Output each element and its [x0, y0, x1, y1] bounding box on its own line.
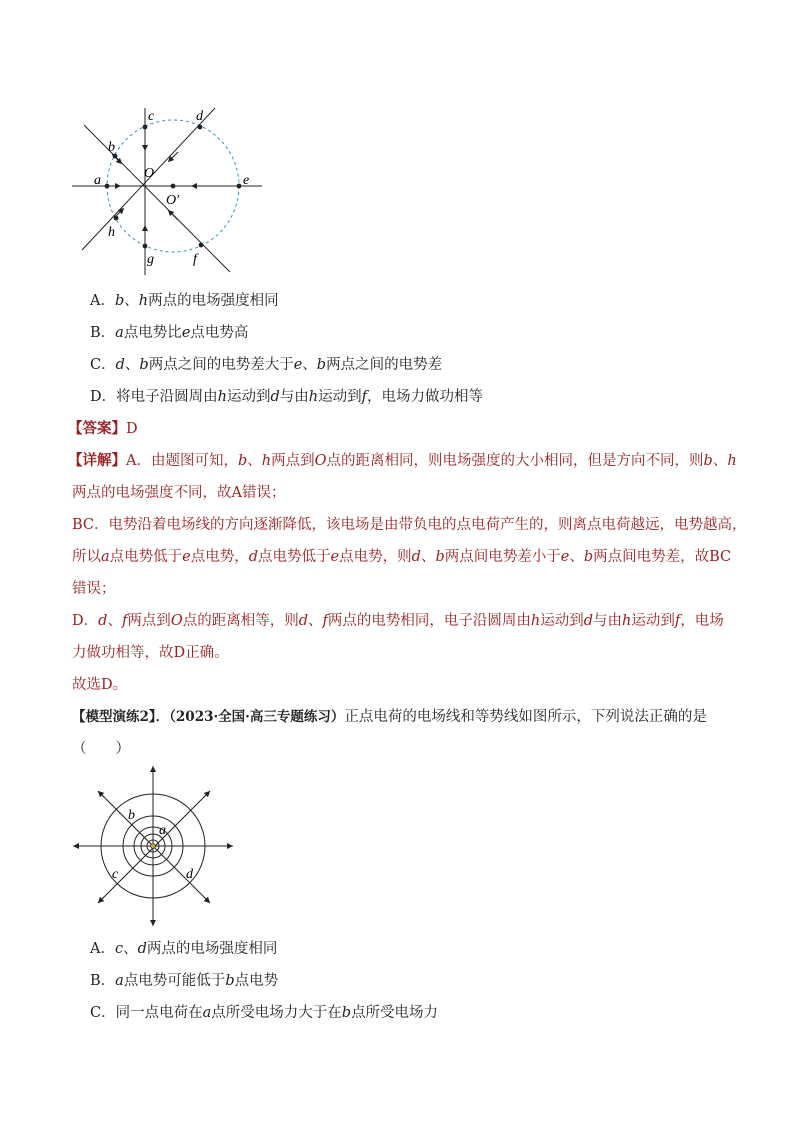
option-b: B．a点电势比e点电势高: [90, 325, 249, 341]
fig1-label-d: d: [196, 109, 203, 124]
detail-line-3: BC．电势沿着电场线的方向逐渐降低，该电场是由带负电的点电荷产生的，则离点电荷越远，电势越高，: [72, 517, 747, 533]
option-a: A．b、h两点的电场强度相同: [90, 293, 279, 309]
fig2-label-d: d: [186, 867, 193, 882]
detail-line-5: 错误；: [72, 581, 116, 597]
fig1-label-O: O: [144, 166, 155, 181]
figure-positive-charge: [70, 766, 240, 926]
detail-line-1: 【详解】A．由题图可知，b、h两点到O点的距离相同，则电场强度的大小相同，但是方向不同，则b、h: [68, 452, 737, 469]
detail-line-4: 所以a点电势低于e点电势，d点电势低于e点电势，则d、b两点间电势差小于e、b两点间电势差，故BC: [72, 549, 732, 565]
fig1-label-e: e: [243, 173, 250, 188]
fig1-label-b: b: [108, 140, 115, 155]
fig1-label-c: c: [148, 109, 155, 124]
fig1-label-O-prime: O′: [166, 193, 180, 208]
fig1-label-g: g: [147, 252, 154, 267]
question-2-paren: （ ）: [72, 741, 130, 757]
answer-line: 【答案】D: [68, 420, 138, 437]
fig2-label-b: b: [128, 808, 135, 823]
q2-option-b: B．a点电势可能低于b点电势: [90, 973, 279, 989]
q2-option-c: C．同一点电荷在a点所受电场力大于在b点所受电场力: [90, 1005, 439, 1021]
fig1-label-f: f: [193, 252, 197, 267]
option-d: D．将电子沿圆周由h运动到d与由h运动到f，电场力做功相等: [90, 389, 483, 405]
fig1-label-a: a: [94, 173, 101, 188]
fig2-label-a: a: [159, 823, 166, 838]
fig1-label-h: h: [108, 225, 115, 240]
detail-line-7: 力做功相等，故D正确。: [72, 645, 229, 661]
detail-line-6: D．d、f两点到O点的距离相等，则d、f两点的电势相同，电子沿圆周由h运动到d与由h运动到f，电场: [72, 613, 724, 629]
question-2-stem: 【模型演练2】．（2023·全国·高三专题练习）正点电荷的电场线和等势线如图所示，下列说法正确的是: [72, 709, 707, 725]
q2-option-a: A．c、d两点的电场强度相同: [90, 941, 278, 957]
fig2-label-c: c: [112, 867, 119, 882]
detail-line-2: 两点的电场强度不同，故A错误；: [72, 485, 286, 501]
option-c: C．d、b两点之间的电势差大于e、b两点之间的电势差: [90, 357, 443, 373]
figure-field-lines-circle: [70, 100, 270, 280]
detail-line-8: 故选D。: [72, 677, 128, 693]
